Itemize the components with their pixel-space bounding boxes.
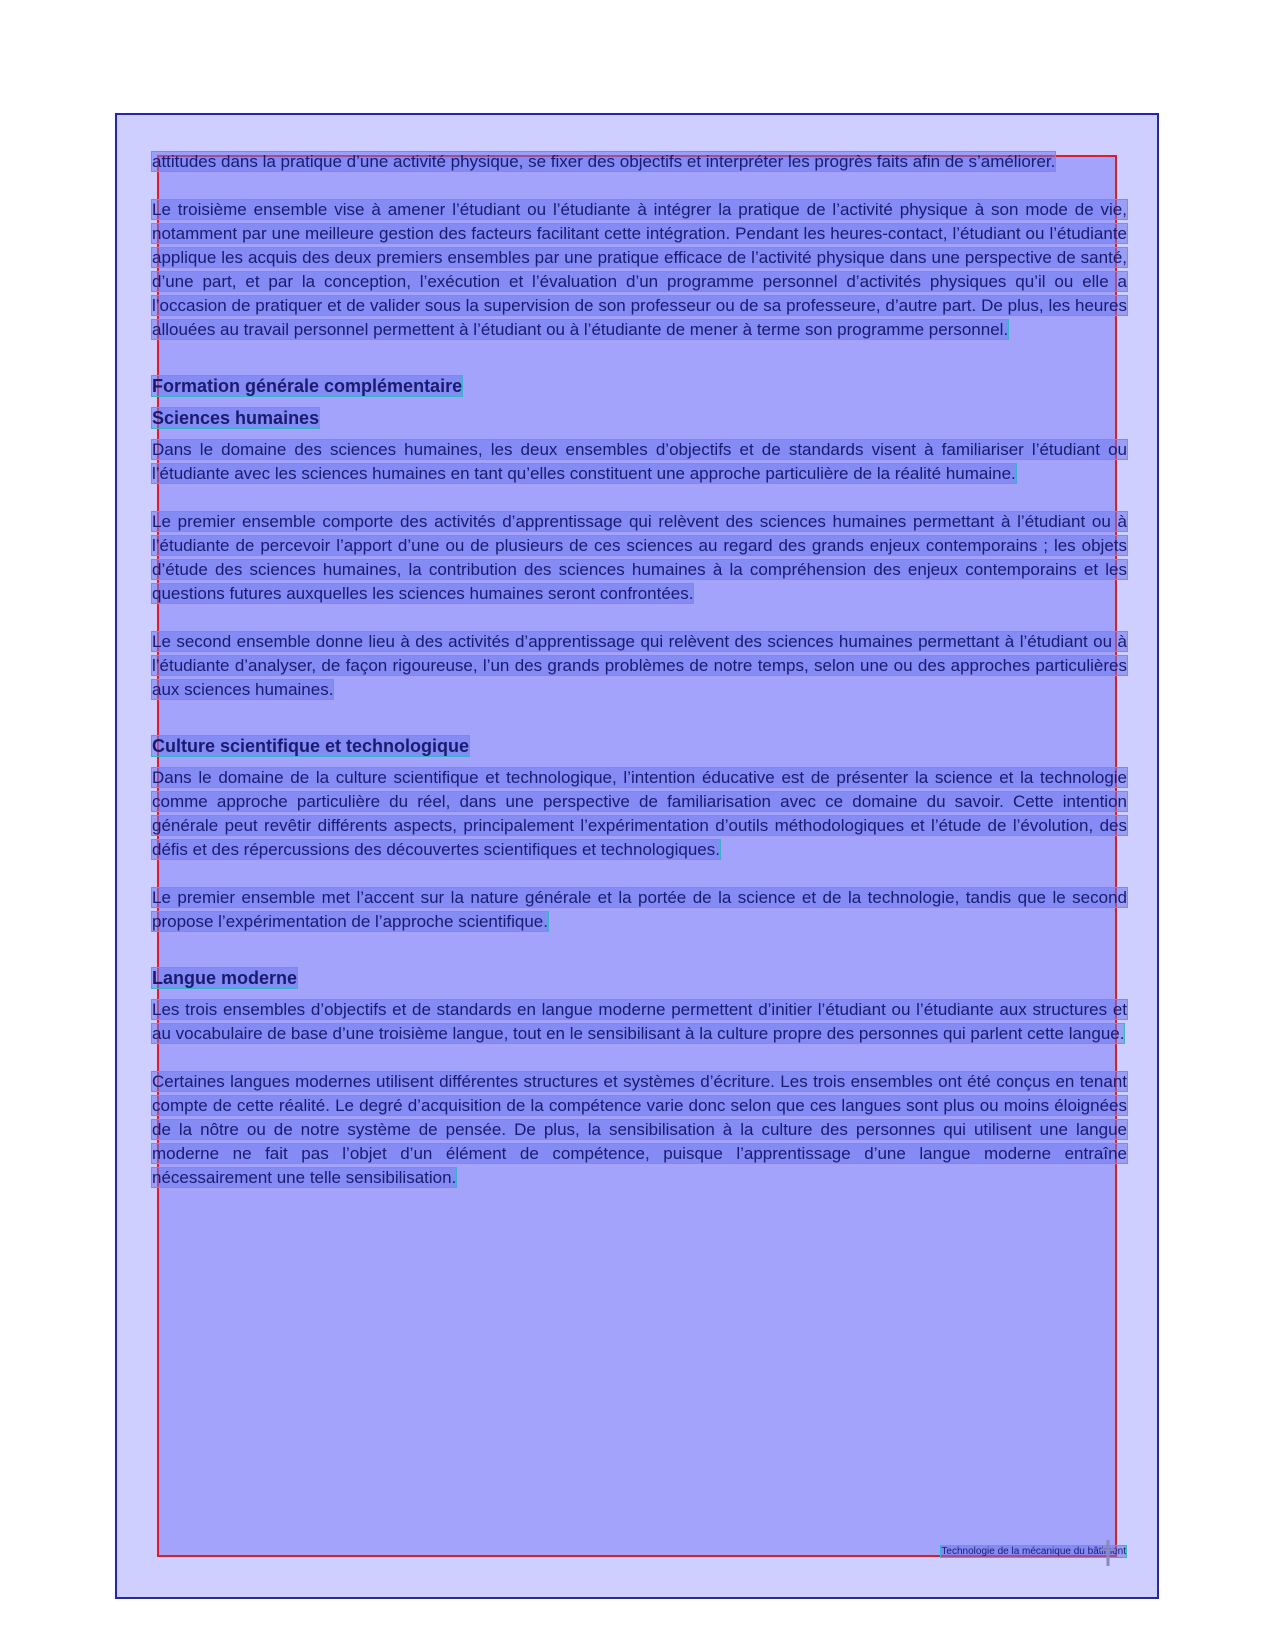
paragraph: attitudes dans la pratique d’une activité physique, se fixer des objectifs et interpréter les progrès faits afin de s’améliorer. [152, 152, 1056, 171]
paragraph: Certaines langues modernes utilisent différentes structures et systèmes d’écriture. Les trois ensembles ont été conçus en tenant compte de cette réalité. Le degré d’acquisition de la compétence varie donc selon que ces langues sont plus ou moins éloignées de la nôtre ou de notre système de pensée. De plus, la sensibilisation à la culture des personnes qui utilisent une langue moderne ne fait pas l’objet d’un élément de compétence, puisque l’apprentissage d’une langue moderne entraîne nécessairement une telle sensibilisation. [152, 1072, 1127, 1187]
running-footer: Technologie de la mécanique du bâtiment [941, 1546, 1126, 1557]
paragraph: Le troisième ensemble vise à amener l’étudiant ou l’étudiante à intégrer la pratique de l’activité physique à son mode de vie, notamment par une meilleure gestion des facteurs facilitant cette intégration. Pendant les heures-contact, l’étudiant ou l’étudiante applique les acquis des deux premiers ensembles par une pratique efficace de l’activité physique dans une perspective de santé, d’une part, et par la conception, l’exécution et l’évaluation d’un programme personnel d’activités physiques qu’il ou elle a l’occasion de pratiquer et de valider sous la supervision de son professeur ou de sa professeure, d’autre part. De plus, les heures allouées au travail personnel permettent à l’étudiant ou à l’étudiante de mener à terme son programme personnel. [152, 200, 1127, 339]
section-heading-langue-moderne: Langue moderne [152, 968, 298, 988]
paragraph: Le premier ensemble met l’accent sur la nature générale et la portée de la science et de la technologie, tandis que le second propose l’expérimentation de l’approche scientifique. [152, 888, 1127, 931]
document-body [152, 150, 1127, 1214]
paragraph: Dans le domaine des sciences humaines, les deux ensembles d’objectifs et de standards visent à familiariser l’étudiant ou l’étudiante avec les sciences humaines en tant qu’elles constituent une approche particulière de la réalité humaine. [152, 440, 1127, 483]
section-heading-sciences-humaines: Sciences humaines [152, 408, 320, 428]
section-heading-formation: Formation générale complémentaire [152, 376, 463, 396]
page-marker-icon [1100, 1540, 1116, 1566]
paragraph: Le second ensemble donne lieu à des activités d’apprentissage qui relèvent des sciences humaines permettant à l’étudiant ou à l’étudiante d’analyser, de façon rigoureuse, l’un des grands problèmes de notre temps, selon une ou des approches particulières aux sciences humaines. [152, 632, 1127, 699]
paragraph: Le premier ensemble comporte des activités d’apprentissage qui relèvent des sciences humaines permettant à l’étudiant ou à l’étudiante de percevoir l’apport d’une ou de plusieurs de ces sciences au regard des grands enjeux contemporains ; les objets d’étude des sciences humaines, la contribution des sciences humaines à la compréhension des enjeux contemporains et les questions futures auxquelles les sciences humaines seront confrontées. [152, 512, 1127, 603]
paragraph: Dans le domaine de la culture scientifique et technologique, l’intention éducative est de présenter la science et la technologie comme approche particulière du réel, dans une perspective de familiarisation avec ce domaine du savoir. Cette intention générale peut revêtir différents aspects, principalement l’expérimentation d’outils méthodologiques et l’étude de l’évolution, des défis et des répercussions des découvertes scientifiques et technologiques. [152, 768, 1127, 859]
section-heading-culture: Culture scientifique et technologique [152, 736, 470, 756]
paragraph: Les trois ensembles d’objectifs et de standards en langue moderne permettent d’initier l’étudiant ou l’étudiante aux structures et au vocabulaire de base d’une troisième langue, tout en le sensibilisant à la culture propre des personnes qui parlent cette langue. [152, 1000, 1127, 1043]
